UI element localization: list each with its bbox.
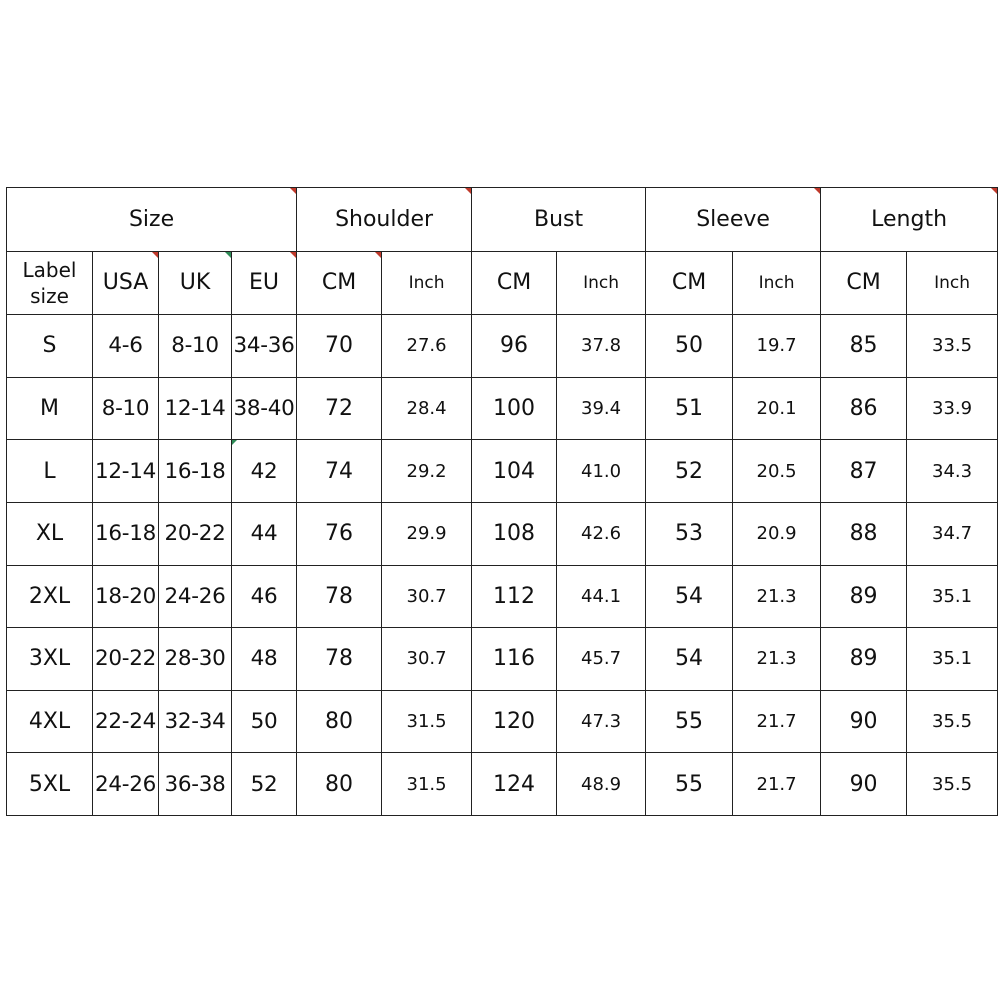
comment-marker-icon [225, 252, 231, 258]
uk-size-cell: 20-22 [159, 502, 232, 565]
label-size-cell: 4XL [7, 690, 93, 753]
label-size-cell: 3XL [7, 628, 93, 691]
bust-group-header [472, 188, 646, 252]
comment-marker-icon [465, 188, 471, 194]
table-row [7, 377, 998, 440]
usa-size-cell: 22-24 [93, 690, 159, 753]
bust-inch-cell: 42.6 [557, 502, 646, 565]
size-group-header [7, 188, 297, 252]
bust-inch-cell: 48.9 [557, 753, 646, 816]
sleeve-inch-header: Inch [733, 251, 821, 315]
usa-size-cell: 18-20 [93, 565, 159, 628]
sleeve-cm-cell: 53 [646, 502, 733, 565]
sleeve-cm-cell: 50 [646, 315, 733, 378]
shoulder-inch-cell: 27.6 [382, 315, 472, 378]
sleeve-cm-cell: 54 [646, 628, 733, 691]
label-size-cell: 2XL [7, 565, 93, 628]
length-inch-cell: 35.5 [907, 690, 998, 753]
sleeve-cm-cell: 55 [646, 690, 733, 753]
sleeve-group-label: Sleeve [696, 206, 770, 232]
bust-cm-cell: 108 [472, 502, 557, 565]
usa-size-cell: 20-22 [93, 628, 159, 691]
eu-size-cell: 38-40 [232, 377, 297, 440]
length-group-header [821, 188, 998, 252]
length-cm-cell: 90 [821, 690, 907, 753]
sub-header-row [7, 251, 998, 315]
length-inch-cell: 35.1 [907, 565, 998, 628]
eu-header-label: EU [249, 270, 280, 296]
length-cm-cell: 86 [821, 377, 907, 440]
table-row [7, 690, 998, 753]
shoulder-cm-cell: 80 [297, 753, 382, 816]
shoulder-cm-cell: 76 [297, 502, 382, 565]
shoulder-cm-cell: 80 [297, 690, 382, 753]
sleeve-inch-cell: 19.7 [733, 315, 821, 378]
length-cm-cell: 89 [821, 628, 907, 691]
comment-marker-icon [991, 188, 997, 194]
sleeve-cm-header: CM [646, 251, 733, 315]
table-row [7, 440, 998, 503]
shoulder-inch-cell: 30.7 [382, 565, 472, 628]
bust-cm-cell: 100 [472, 377, 557, 440]
eu-size-cell: 50 [232, 690, 297, 753]
shoulder-cm-cell: 74 [297, 440, 382, 503]
bust-cm-cell: 116 [472, 628, 557, 691]
sleeve-inch-cell: 20.1 [733, 377, 821, 440]
shoulder-cm-cell: 78 [297, 565, 382, 628]
length-inch-cell: 35.5 [907, 753, 998, 816]
shoulder-inch-header: Inch [382, 251, 472, 315]
comment-marker-icon [814, 188, 820, 194]
uk-header-label: UK [179, 270, 211, 296]
bust-cm-cell: 96 [472, 315, 557, 378]
uk-size-cell: 36-38 [159, 753, 232, 816]
eu-size-cell: 42 [232, 440, 297, 503]
shoulder-inch-cell: 31.5 [382, 690, 472, 753]
usa-size-cell: 4-6 [93, 315, 159, 378]
uk-header [159, 251, 232, 315]
size-chart-table [6, 187, 998, 816]
shoulder-group-label: Shoulder [335, 206, 434, 232]
shoulder-group-header [297, 188, 472, 252]
length-inch-cell: 34.3 [907, 440, 998, 503]
group-header-row [7, 188, 998, 252]
sleeve-inch-cell: 21.3 [733, 628, 821, 691]
usa-size-cell: 12-14 [93, 440, 159, 503]
bust-cm-cell: 104 [472, 440, 557, 503]
sleeve-inch-cell: 20.5 [733, 440, 821, 503]
usa-size-cell: 16-18 [93, 502, 159, 565]
shoulder-inch-cell: 29.2 [382, 440, 472, 503]
bust-group-label: Bust [533, 206, 584, 232]
label-size-cell: S [7, 315, 93, 378]
size-group-label: Size [128, 206, 175, 232]
shoulder-inch-cell: 28.4 [382, 377, 472, 440]
shoulder-inch-cell: 31.5 [382, 753, 472, 816]
sleeve-cm-cell: 51 [646, 377, 733, 440]
shoulder-cm-cell: 78 [297, 628, 382, 691]
table-row [7, 565, 998, 628]
bust-inch-cell: 39.4 [557, 377, 646, 440]
usa-size-cell: 8-10 [93, 377, 159, 440]
shoulder-inch-cell: 29.9 [382, 502, 472, 565]
table-row [7, 753, 998, 816]
comment-marker-icon [232, 440, 237, 445]
length-cm-cell: 85 [821, 315, 907, 378]
length-group-label: Length [871, 206, 948, 232]
table-row [7, 502, 998, 565]
bust-cm-header: CM [472, 251, 557, 315]
length-cm-cell: 89 [821, 565, 907, 628]
length-inch-cell: 33.9 [907, 377, 998, 440]
uk-size-cell: 28-30 [159, 628, 232, 691]
length-cm-header: CM [821, 251, 907, 315]
comment-marker-icon [152, 252, 158, 258]
table-row [7, 628, 998, 691]
comment-marker-icon [375, 252, 381, 258]
length-inch-header: Inch [907, 251, 998, 315]
sleeve-cm-cell: 54 [646, 565, 733, 628]
bust-inch-cell: 45.7 [557, 628, 646, 691]
uk-size-cell: 16-18 [159, 440, 232, 503]
sleeve-inch-cell: 21.7 [733, 753, 821, 816]
eu-header [232, 251, 297, 315]
uk-size-cell: 12-14 [159, 377, 232, 440]
uk-size-cell: 24-26 [159, 565, 232, 628]
uk-size-cell: 32-34 [159, 690, 232, 753]
sleeve-cm-cell: 52 [646, 440, 733, 503]
bust-inch-cell: 47.3 [557, 690, 646, 753]
length-inch-cell: 34.7 [907, 502, 998, 565]
shoulder-cm-header [297, 251, 382, 315]
bust-inch-cell: 44.1 [557, 565, 646, 628]
sleeve-inch-cell: 21.3 [733, 565, 821, 628]
table-row [7, 315, 998, 378]
eu-size-cell: 52 [232, 753, 297, 816]
shoulder-cm-cell: 70 [297, 315, 382, 378]
eu-size-cell: 44 [232, 502, 297, 565]
sleeve-inch-cell: 20.9 [733, 502, 821, 565]
label-size-cell: 5XL [7, 753, 93, 816]
uk-size-cell: 8-10 [159, 315, 232, 378]
length-inch-cell: 35.1 [907, 628, 998, 691]
sleeve-cm-cell: 55 [646, 753, 733, 816]
bust-inch-header: Inch [557, 251, 646, 315]
shoulder-cm-cell: 72 [297, 377, 382, 440]
shoulder-cm-label: CM [321, 270, 357, 296]
length-cm-cell: 88 [821, 502, 907, 565]
eu-size-cell: 46 [232, 565, 297, 628]
bust-cm-cell: 112 [472, 565, 557, 628]
eu-size-cell: 34-36 [232, 315, 297, 378]
length-cm-cell: 90 [821, 753, 907, 816]
eu-size-cell: 48 [232, 628, 297, 691]
bust-inch-cell: 37.8 [557, 315, 646, 378]
bust-inch-cell: 41.0 [557, 440, 646, 503]
length-cm-cell: 87 [821, 440, 907, 503]
usa-size-cell: 24-26 [93, 753, 159, 816]
bust-cm-cell: 124 [472, 753, 557, 816]
usa-header [93, 251, 159, 315]
label-size-header: Label size [7, 251, 93, 315]
label-size-cell: M [7, 377, 93, 440]
length-inch-cell: 33.5 [907, 315, 998, 378]
label-size-cell: L [7, 440, 93, 503]
bust-cm-cell: 120 [472, 690, 557, 753]
usa-header-label: USA [102, 270, 149, 296]
comment-marker-icon [290, 252, 296, 258]
sleeve-group-header [646, 188, 821, 252]
label-size-cell: XL [7, 502, 93, 565]
shoulder-inch-cell: 30.7 [382, 628, 472, 691]
comment-marker-icon [290, 188, 296, 194]
sleeve-inch-cell: 21.7 [733, 690, 821, 753]
